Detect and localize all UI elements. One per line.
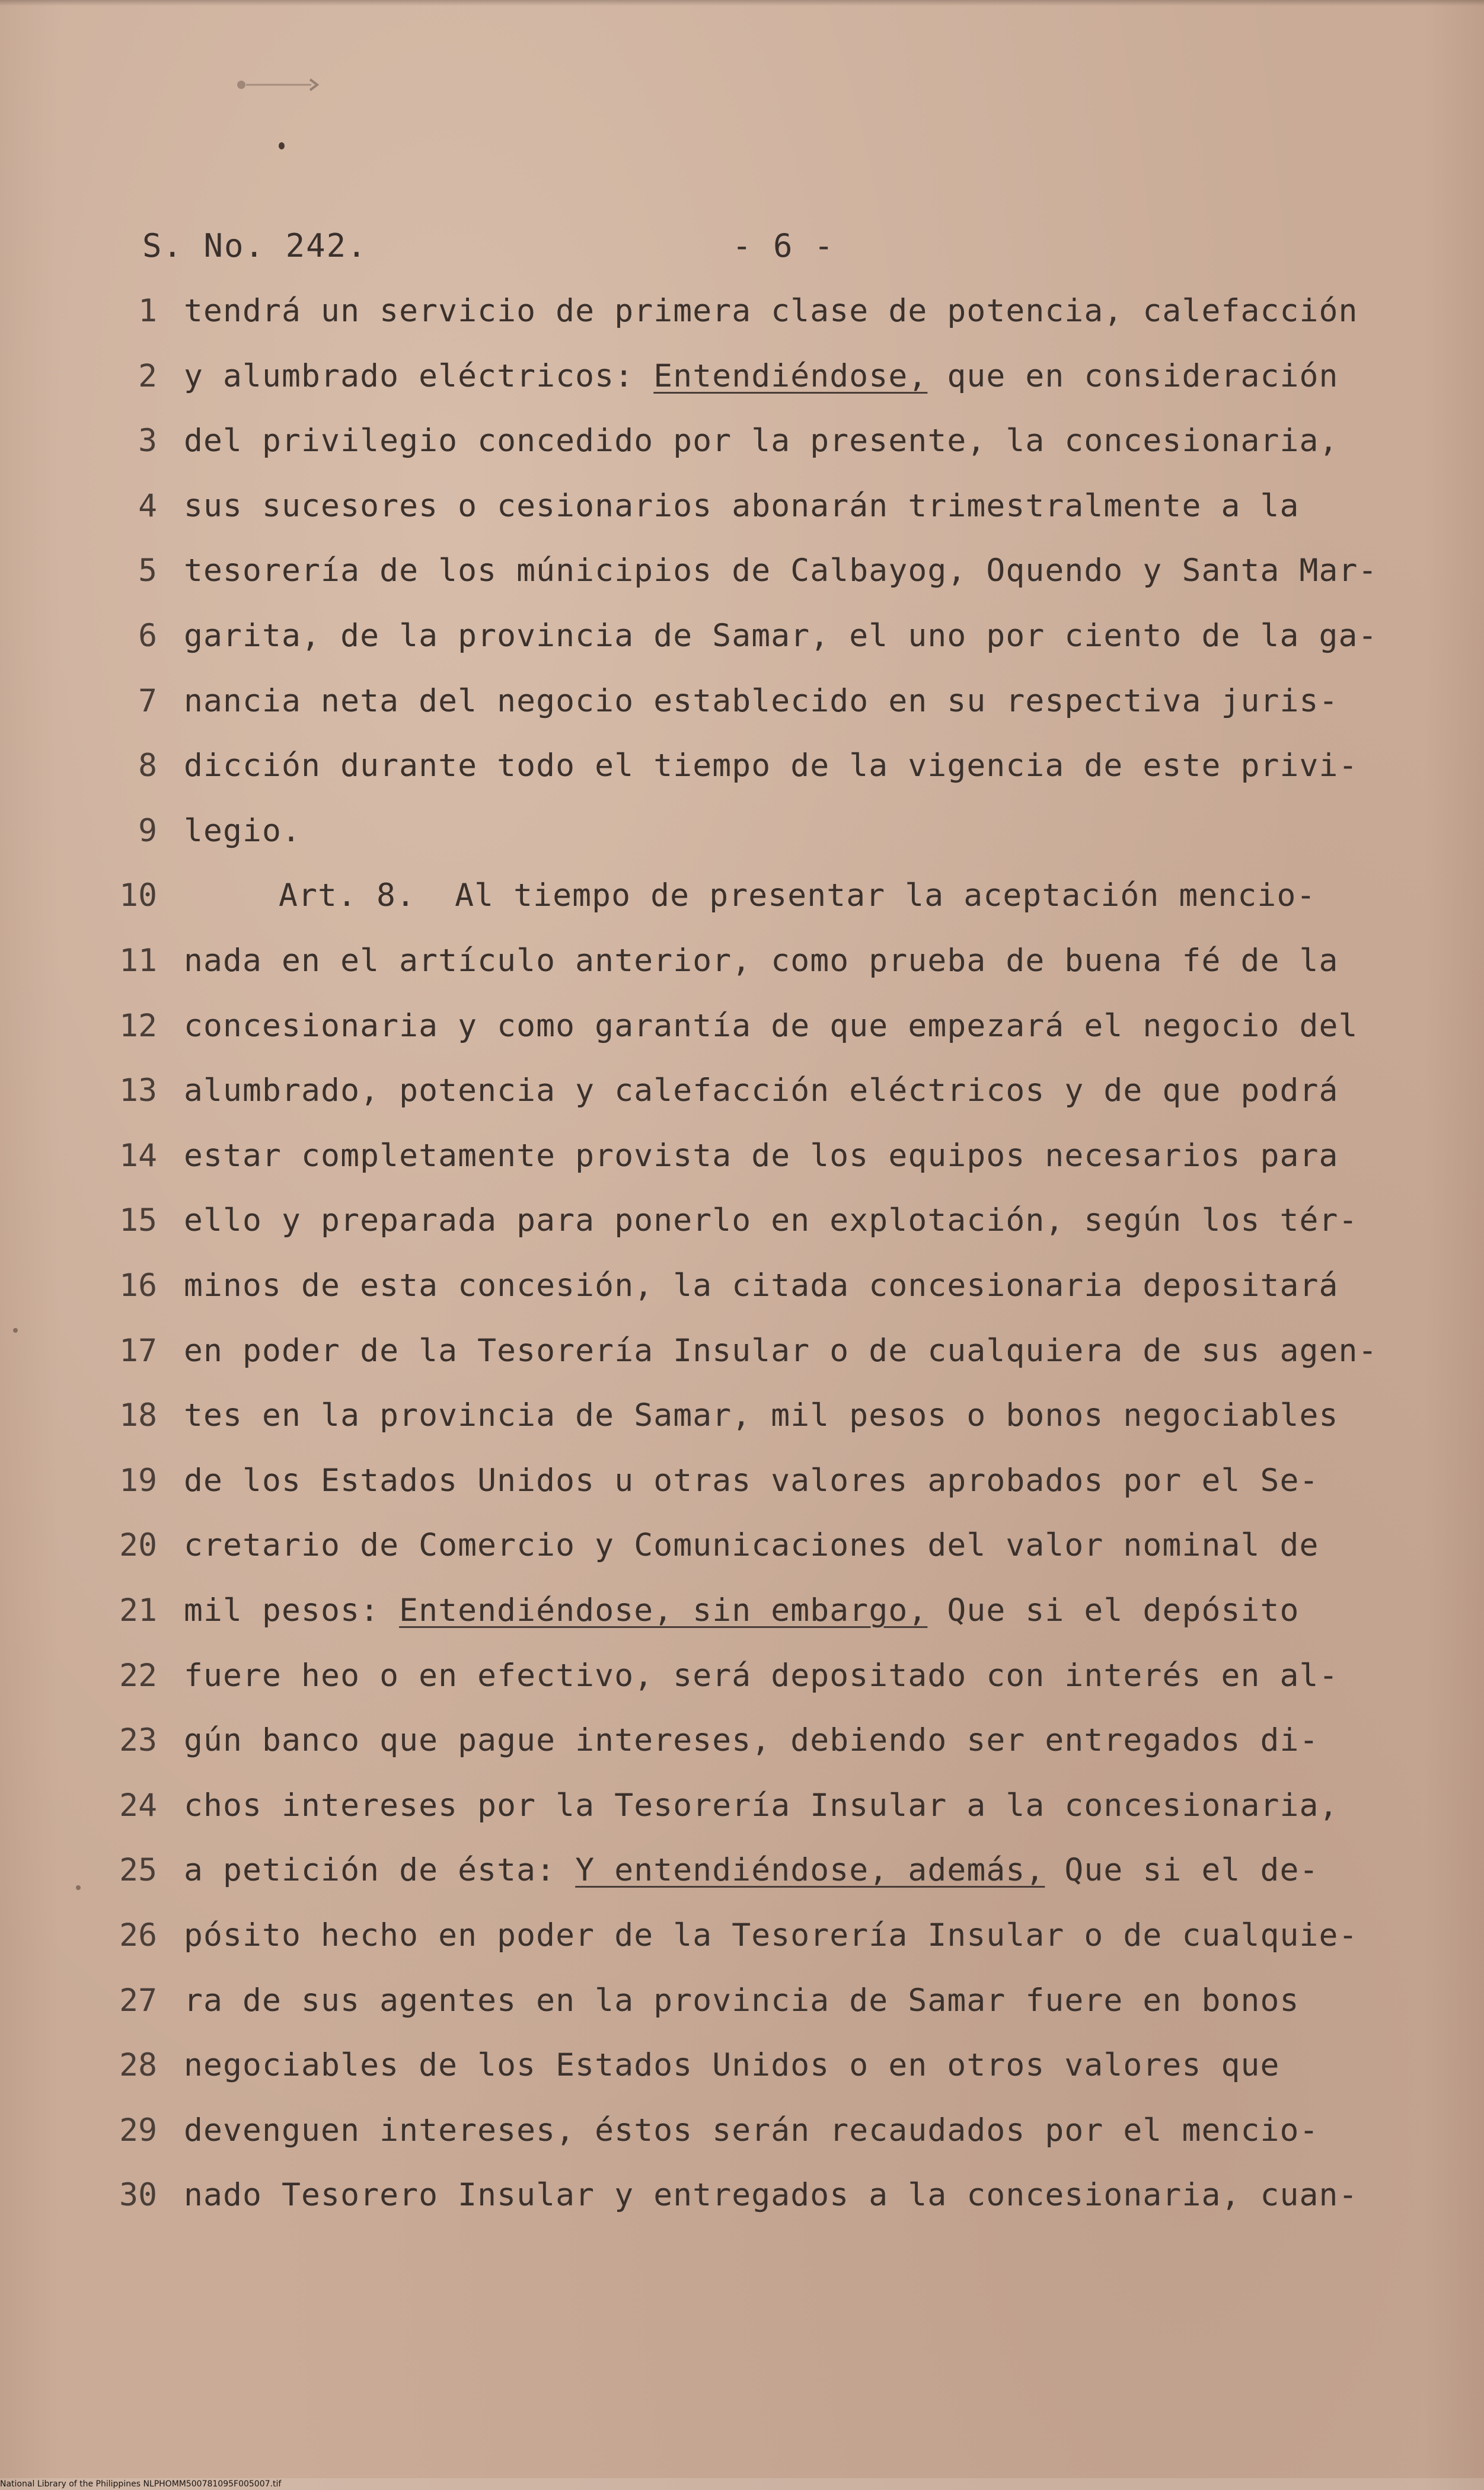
document-line [0,353,1484,400]
line-text-segment: Que si el de- [1045,1852,1319,1888]
line-text [184,353,1339,400]
line-text: sus sucesores o cesionarios abonarán trimestralmente a la [184,488,1300,524]
scan-footer-caption: National Library of the Philippines NLPHOMM500781095F005007.tif [0,2478,1484,2490]
line-number: 10 [119,877,157,914]
line-text [184,1847,1319,1894]
line-text-segment: Que si el depósito [927,1592,1300,1629]
page-number: - 6 - [732,227,835,264]
document-line [0,678,1484,725]
line-number: 1 [138,293,157,329]
line-number: 28 [119,2047,157,2083]
document-line [0,1067,1484,1115]
line-text [184,1587,1300,1635]
line-text: Art. 8. Al tiempo de presentar la aceptación mencio- [279,877,1316,914]
line-number: 3 [138,423,157,459]
document-line [0,1912,1484,1959]
document-line [0,742,1484,790]
document-line [0,612,1484,660]
document-line [0,1652,1484,1700]
line-text-segment: y alumbrado eléctricos: [184,358,654,394]
document-line [0,417,1484,465]
line-text: gún banco que pague intereses, debiendo ser entregados di- [184,1722,1319,1758]
line-text-segment: que en consideración [927,358,1339,394]
line-text: alumbrado, potencia y calefacción eléctricos y de que podrá [184,1072,1339,1109]
line-text: cretario de Comercio y Comunicaciones del valor nominal de [184,1527,1319,1563]
document-line [0,872,1484,920]
line-number: 20 [119,1527,157,1563]
line-text: del privilegio concedido por la presente, la concesionaria, [184,423,1339,459]
line-text: minos de esta concesión, la citada concesionaria depositará [184,1268,1339,1304]
line-number: 9 [138,813,157,849]
line-text: pósito hecho en poder de la Tesorería Insular o de cualquie- [184,1917,1358,1953]
staple-pin-icon [228,76,329,94]
document-line [0,1587,1484,1635]
underlined-proviso: Y entendiéndose, además, [575,1852,1045,1888]
line-number: 24 [119,1787,157,1824]
line-text: chos intereses por la Tesorería Insular a la concesionaria, [184,1787,1339,1824]
document-line [0,1392,1484,1439]
line-text: negociables de los Estados Unidos o en otros valores que [184,2047,1280,2083]
pencil-dot-icon [279,142,285,149]
line-text: tesorería de los múnicipios de Calbayog, Oquendo y Santa Mar- [184,553,1378,589]
document-line [0,1717,1484,1764]
underlined-proviso: Entendiéndose, sin embargo, [399,1592,928,1629]
line-number: 7 [138,683,157,719]
line-number: 8 [138,748,157,784]
line-text: fuere heo o en efectivo, será depositado con interés en al- [184,1658,1339,1694]
line-number: 5 [138,553,157,589]
line-number: 30 [119,2177,157,2213]
line-number: 6 [138,618,157,654]
bill-reference: S. No. 242. [142,227,368,264]
line-text: devenguen intereses, éstos serán recaudados por el mencio- [184,2112,1319,2149]
line-text: ra de sus agentes en la provincia de Samar fuere en bonos [184,1983,1300,2019]
document-line [0,1197,1484,1244]
document-line [0,937,1484,985]
document-line [0,1262,1484,1310]
line-number: 17 [119,1333,157,1369]
document-line [0,1522,1484,1569]
line-number: 13 [119,1072,157,1109]
line-number: 26 [119,1917,157,1953]
document-line [0,2042,1484,2089]
line-number: 23 [119,1722,157,1758]
line-text-segment: a petición de ésta: [184,1852,576,1888]
underlined-proviso: Entendiéndose, [653,358,928,394]
line-text: tendrá un servicio de primera clase de potencia, calefacción [184,293,1358,329]
line-number: 21 [119,1592,157,1629]
line-text: en poder de la Tesorería Insular o de cualquiera de sus agen- [184,1333,1378,1369]
document-line [0,1977,1484,2025]
line-number: 4 [138,488,157,524]
document-line [0,483,1484,530]
document-line [0,288,1484,335]
line-number: 15 [119,1202,157,1238]
line-text: concesionaria y como garantía de que empezará el negocio del [184,1008,1358,1044]
line-number: 19 [119,1463,157,1499]
line-number: 18 [119,1397,157,1434]
line-text: nado Tesorero Insular y entregados a la concesionaria, cuan- [184,2177,1358,2213]
document-line [0,1782,1484,1830]
line-text: dicción durante todo el tiempo de la vigencia de este privi- [184,748,1358,784]
page-top-edge [0,0,1484,6]
line-text: nada en el artículo anterior, como prueba de buena fé de la [184,943,1339,979]
document-line [0,1847,1484,1894]
document-line [0,1457,1484,1505]
line-number: 27 [119,1983,157,2019]
line-number: 29 [119,2112,157,2149]
document-line [0,1132,1484,1180]
line-text: ello y preparada para ponerlo en explotación, según los tér- [184,1202,1358,1238]
line-number: 14 [119,1138,157,1174]
line-number: 16 [119,1268,157,1304]
line-number: 12 [119,1008,157,1044]
line-number: 22 [119,1658,157,1694]
document-line [0,807,1484,855]
document-line [0,1327,1484,1375]
line-text: de los Estados Unidos u otras valores aprobados por el Se- [184,1463,1319,1499]
document-line [0,2107,1484,2154]
line-text: nancia neta del negocio establecido en su respectiva juris- [184,683,1339,719]
line-number: 25 [119,1852,157,1888]
document-line [0,1003,1484,1050]
page-header [0,225,1484,267]
line-number: 2 [138,358,157,394]
document-line [0,547,1484,595]
line-text-segment: mil pesos: [184,1592,400,1629]
line-text: estar completamente provista de los equipos necesarios para [184,1138,1339,1174]
document-line [0,2172,1484,2219]
line-text: tes en la provincia de Samar, mil pesos o bonos negociables [184,1397,1339,1434]
line-text: garita, de la provincia de Samar, el uno por ciento de la ga- [184,618,1378,654]
line-text: legio. [184,813,302,849]
line-number: 11 [119,943,157,979]
